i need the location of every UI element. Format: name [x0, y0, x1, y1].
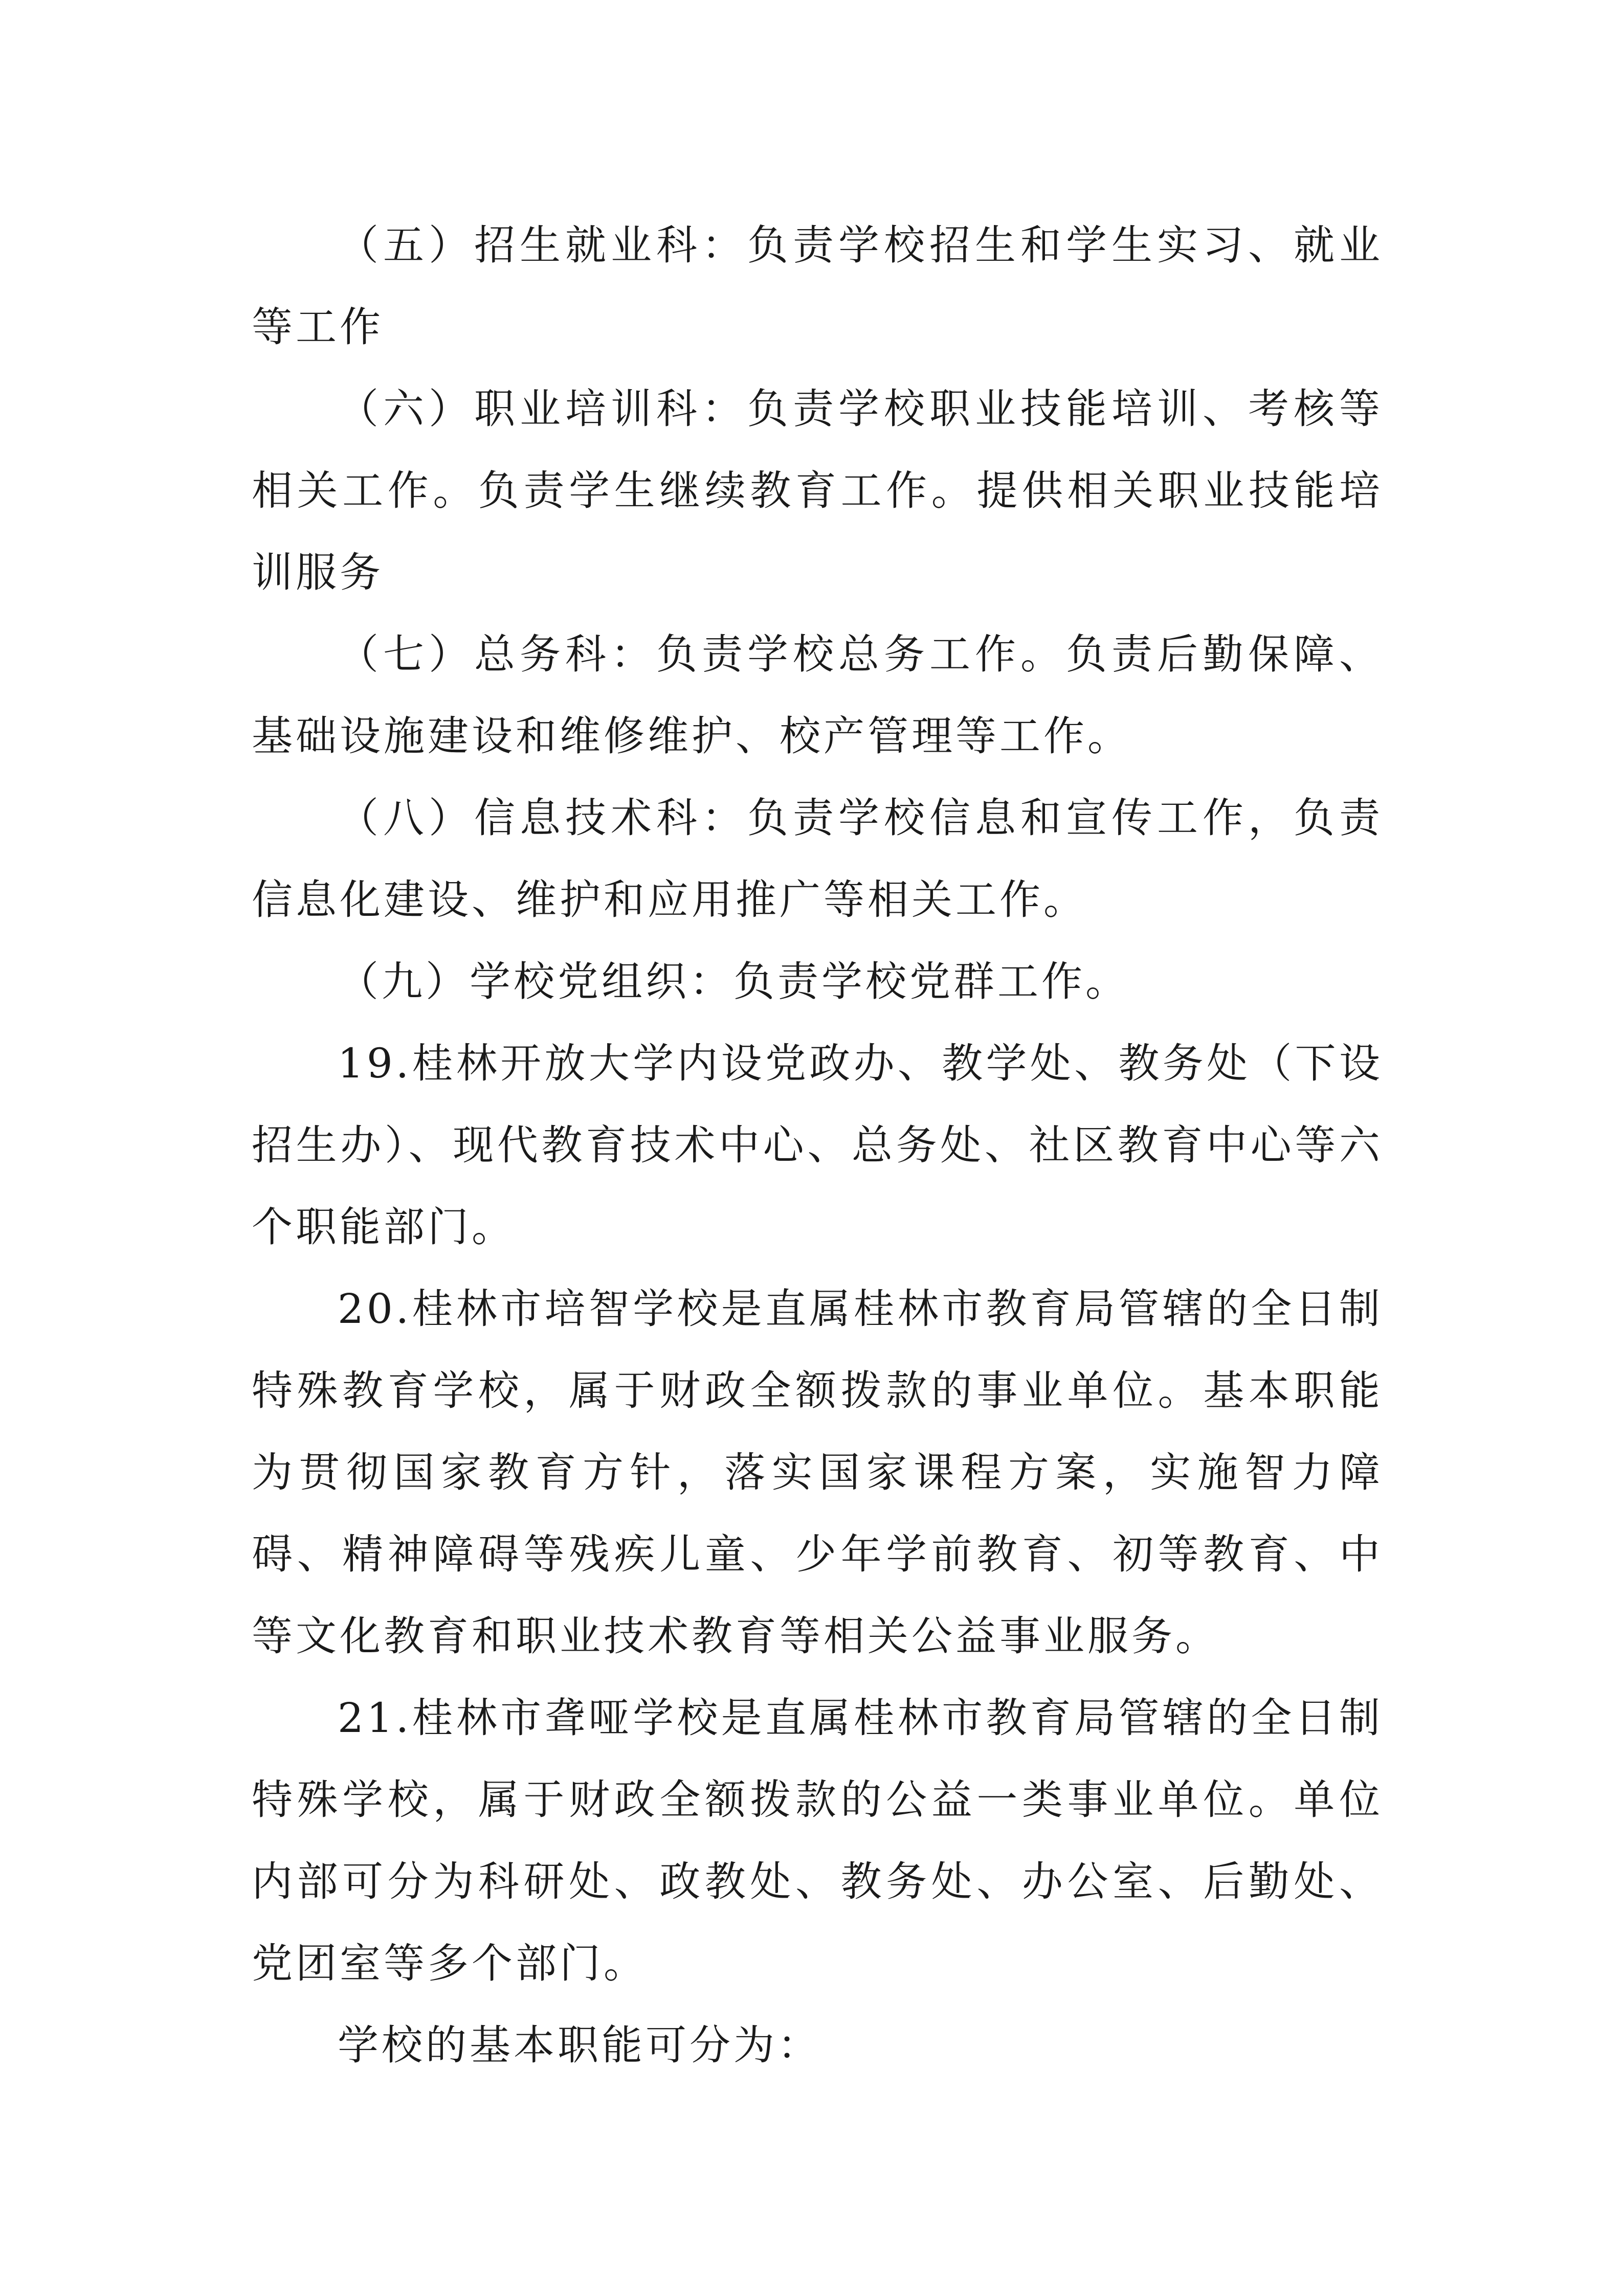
- paragraph-item-20: 20.桂林市培智学校是直属桂林市教育局管辖的全日制特殊教育学校，属于财政全额拨款的事业单位。基本职能为贯彻国家教育方针，落实国家课程方案，实施智力障碍、精神障碍等残疾儿童、少年学前教育、初等教育、中等文化教育和职业技术教育等相关公益事业服务。: [252, 1285, 1383, 1660]
- paragraph-item-21: 21.桂林市聋哑学校是直属桂林市教育局管辖的全日制特殊学校，属于财政全额拨款的公益一类事业单位。单位内部可分为科研处、政教处、教务处、办公室、后勤处、党团室等多个部门。: [252, 1694, 1383, 1987]
- paragraph-information-technology: （八）信息技术科：负责学校信息和宣传工作，负责信息化建设、维护和应用推广等相关工作。: [252, 794, 1383, 924]
- paragraph-basic-functions: 学校的基本职能可分为：: [338, 2021, 821, 2069]
- paragraph-item-19: 19.桂林开放大学内设党政办、教学处、教务处（下设招生办）、现代教育技术中心、总务处、社区教育中心等六个职能部门。: [252, 1040, 1383, 1251]
- paragraph-vocational-training: （六）职业培训科：负责学校职业技能培训、考核等相关工作。负责学生继续教育工作。提供相关职业技能培训服务: [252, 385, 1383, 596]
- paragraph-admissions-employment: （五）招生就业科：负责学校招生和学生实习、就业等工作: [252, 221, 1383, 351]
- document-body: [252, 205, 1383, 2086]
- paragraph-party-organization: （九）学校党组织：负责学校党群工作。: [338, 958, 1129, 1005]
- paragraph-general-affairs: （七）总务科：负责学校总务工作。负责后勤保障、基础设施建设和维修维护、校产管理等工作。: [252, 631, 1383, 760]
